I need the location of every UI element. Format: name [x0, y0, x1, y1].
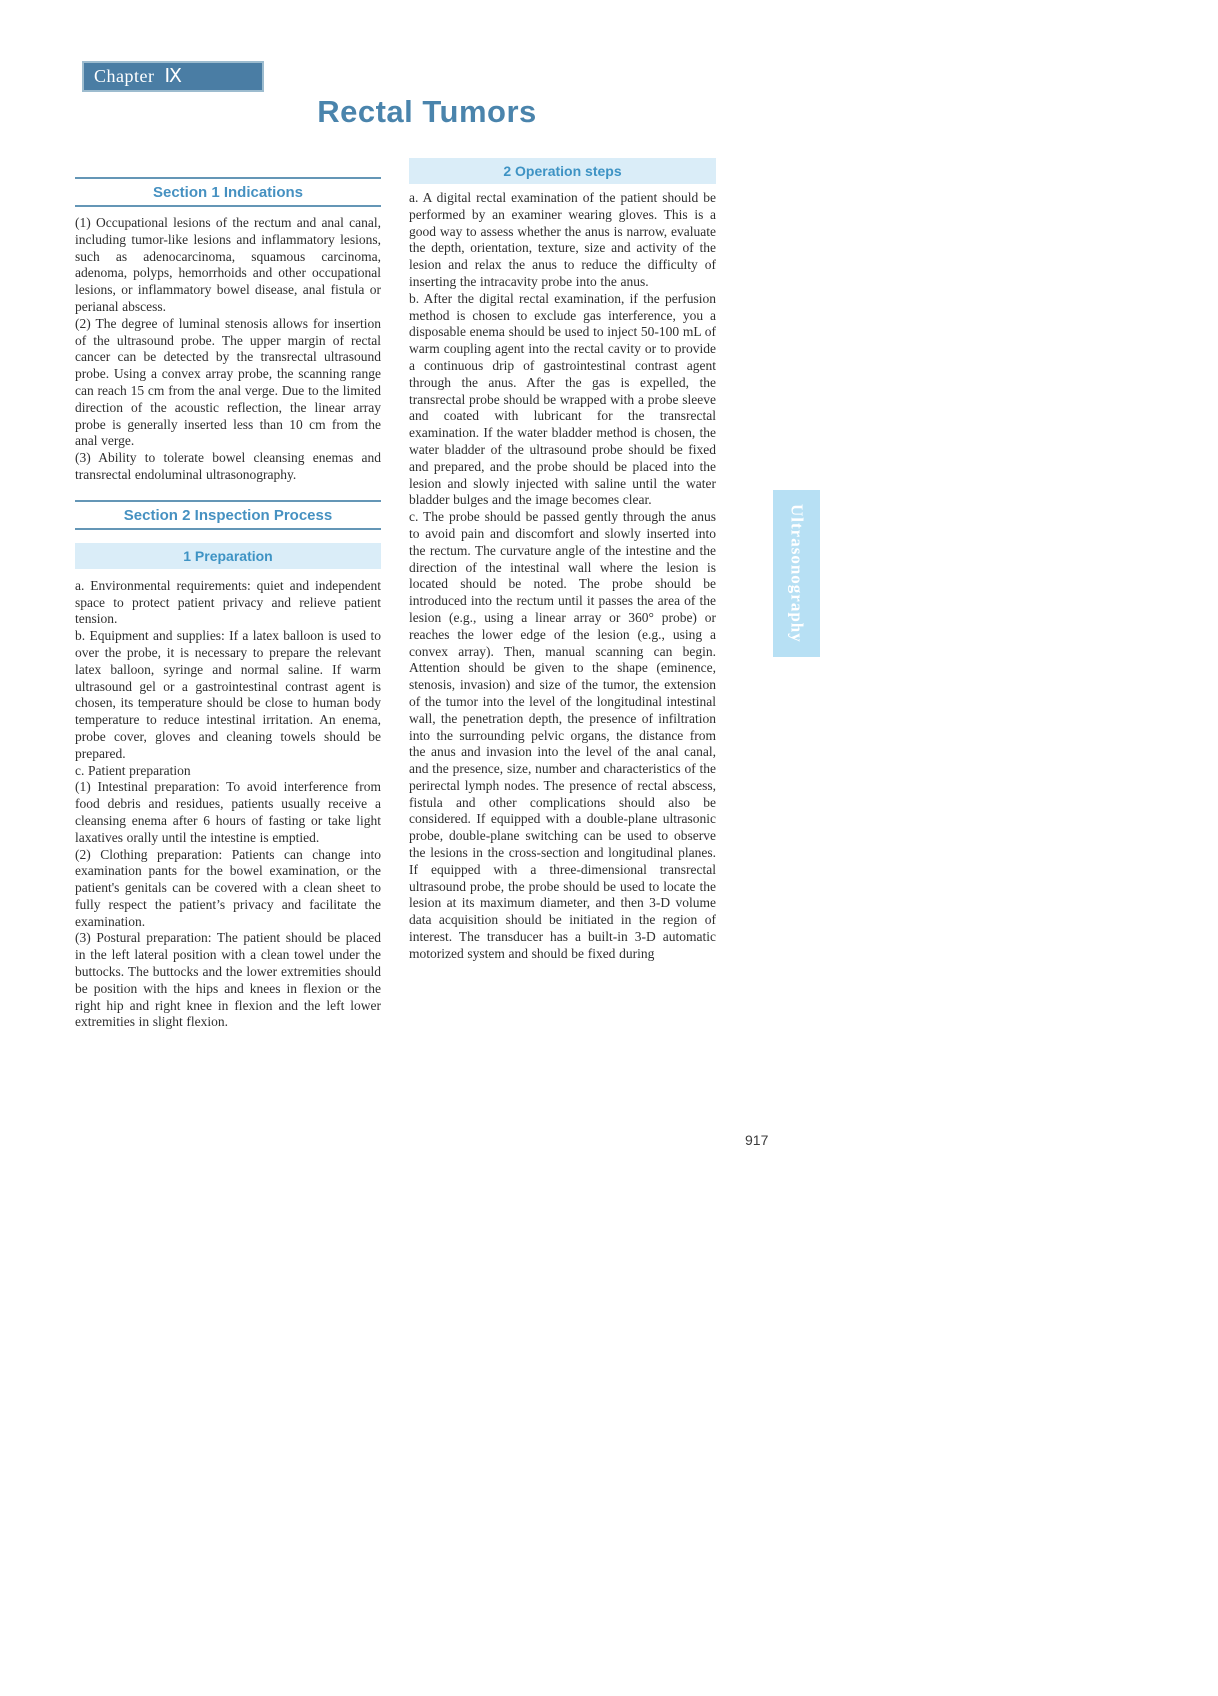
- paragraph: c. The probe should be passed gently through the anus to avoid pain and discomfort and slowly inserted into the rectum. The curvature angle of the intestine and the direction of the intestinal wall where the lesion is located should be noted. The probe should be introduced into the rectum until it passes the area of the lesion (e.g., using a linear array or 360° probe) or reaches the lower edge of the lesion (e.g., using a convex array). Then, manual scanning can begin. Attention should be given to the shape (eminence, stenosis, invasion) and size of the tumor, the extension of the tumor into the level of the longitudinal intestinal wall, the penetration depth, the presence of infiltration into the surrounding pelvic organs, the distance from the anus and invasion into the level of the anal canal, and the presence, size, number and characteristics of the perirectal lymph nodes. The presence of rectal abscess, fistula and other complications should also be considered. If equipped with a double-plane ultrasonic probe, double-plane switching can be used to observe the lesions in the cross-section and longitudinal planes. If equipped with a three-dimensional transrectal ultrasound probe, the probe should be used to locate the lesion at its maximum diameter, and then 3-D volume data acquisition should be initiated in the region of interest. The transducer has a built-in 3-D automatic motorized system and should be fixed during: [409, 509, 716, 961]
- section-2-heading: Section 2 Inspection Process: [75, 500, 381, 530]
- paragraph: a. A digital rectal examination of the patient should be performed by an examiner wearing gloves. This is a good way to assess whether the anus is narrow, evaluate the depth, orientation, texture, size and activity of the lesion and relax the anus to reduce the difficulty of inserting the intracavity probe into the anus.: [409, 190, 716, 289]
- paragraph: (1) Intestinal preparation: To avoid interference from food debris and residues, patients usually receive a cleansing enema after 6 hours of fasting or take light laxatives orally until the intestine is emptied.: [75, 779, 381, 845]
- paragraph: (3) Postural preparation: The patient should be placed in the left lateral position with a clean towel under the buttocks. The buttocks and the lower extremities should be position with the hips and knees in flexion or the right hip and right knee in flexion and the left lower extremities in slight flexion.: [75, 930, 381, 1030]
- left-column: [75, 170, 381, 1031]
- page-number: 917: [745, 1132, 769, 1148]
- section-1-heading: Section 1 Indications: [75, 177, 381, 207]
- chapter-label: Chapter: [94, 66, 155, 86]
- paragraph: c. Patient preparation: [75, 762, 191, 778]
- paragraph: (3) Ability to tolerate bowel cleansing enemas and transrectal endoluminal ultrasonography.: [75, 450, 381, 482]
- paragraph: (2) Clothing preparation: Patients can change into examination pants for the bowel examination, or the patient's genitals can be covered with a clean sheet to fully respect the patient’s privacy and facilitate the examination.: [75, 846, 381, 929]
- subsection-2-operation-steps-heading: 2 Operation steps: [409, 158, 716, 184]
- paragraph: b. After the digital rectal examination, if the perfusion method is chosen to exclude gas interference, you a disposable enema should be used to inject 50-100 mL of warm coupling agent into the rectal cavity or to provide a continuous drip of gastrointestinal contrast agent through the anus. After the gas is expelled, the transrectal probe should be wrapped with a probe sleeve and coated with lubricant for the transrectal examination. If the water bladder method is chosen, the water bladder of the ultrasound probe should be fixed and prepared, and the probe should be placed into the lesion and slowly injected with saline until the water bladder bulges and the image becomes clear.: [409, 290, 716, 508]
- right-column: [409, 158, 716, 963]
- paragraph: (2) The degree of luminal stenosis allows for insertion of the ultrasound probe. The upper margin of rectal cancer can be detected by the transrectal ultrasound probe. Using a convex array probe, the scanning range can reach 15 cm from the anal verge. Due to the limited direction of the acoustic reflection, the linear array probe is generally inserted less than 10 cm from the anal verge.: [75, 315, 381, 449]
- chapter-badge: [82, 61, 264, 92]
- subsection-1-preparation-heading: 1 Preparation: [75, 543, 381, 569]
- side-tab-ultrasonography: Ultrasonography: [773, 490, 820, 657]
- paragraph: b. Equipment and supplies: If a latex balloon is used to over the probe, it is necessary to prepare the relevant latex balloon, syringe and normal saline. If warm ultrasound gel or a gastrointestinal contrast agent is chosen, its temperature should be close to human body temperature to reduce intestinal irritation. An enema, probe cover, gloves and cleaning towels should be prepared.: [75, 628, 381, 761]
- paragraph: a. Environmental requirements: quiet and independent space to protect patient privacy and relieve patient tension.: [75, 577, 381, 627]
- page-title: Rectal Tumors: [317, 94, 537, 129]
- chapter-numeral: Ⅸ: [164, 66, 183, 87]
- paragraph: (1) Occupational lesions of the rectum and anal canal, including tumor-like lesions and inflammatory lesions, such as adenocarcinoma, squamous carcinoma, adenoma, polyps, hemorrhoids and other occupational lesions, or inflammatory bowel disease, anal fistula or perianal abscess.: [75, 215, 381, 314]
